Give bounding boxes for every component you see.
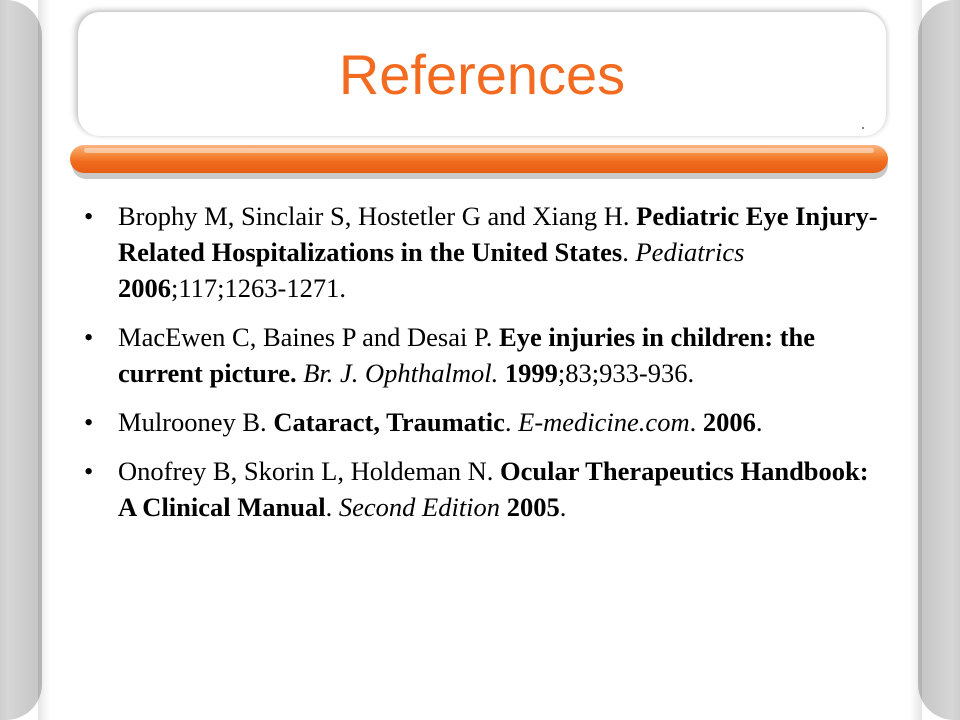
reference-title: Ocular Therapeutics Handbook: A Clinical Manual: [118, 456, 869, 522]
reference-year: 2006: [118, 273, 171, 303]
bullet: •: [84, 407, 94, 437]
reference-authors: MacEwen C, Baines P and Desai P.: [118, 322, 493, 352]
title-panel-dot: [862, 127, 864, 129]
reference-year: 2005: [506, 492, 560, 522]
reference-details: ;83;933-936.: [557, 358, 695, 388]
bullet: •: [84, 456, 94, 486]
reference-title: Pediatric Eye Injury-Related Hospitalizations in the United States: [118, 201, 878, 267]
reference-year: 2006: [702, 407, 756, 437]
reference-authors: Mulrooney B.: [118, 407, 267, 437]
bullet: •: [84, 322, 94, 352]
reference-details: ;117;1263-1271.: [171, 273, 346, 303]
left-panel-shadow: [38, 0, 50, 720]
reference-item-3: • Mulrooney B. Cataract, Traumatic. E-medicine.com. 2006.: [82, 404, 882, 440]
reference-edition: Second Edition: [338, 492, 501, 522]
right-panel-shadow: [910, 0, 922, 720]
reference-title: Cataract, Traumatic: [273, 407, 505, 437]
reference-item-4: • Onofrey B, Skorin L, Holdeman N. Ocular Therapeutics Handbook: A Clinical Manual. Second Edition 2005.: [82, 453, 882, 525]
reference-title: Eye injuries in children: the current picture.: [118, 322, 816, 388]
reference-authors: Onofrey B, Skorin L, Holdeman N.: [118, 456, 494, 486]
references-list: [82, 198, 882, 538]
left-decorative-panel: [0, 0, 42, 720]
reference-item-1: • Brophy M, Sinclair S, Hostetler G and Xiang H. Pediatric Eye Injury-Related Hospitalizations in the United States. Pediatrics 2006;117;1263-1271.: [82, 198, 882, 306]
reference-authors: Brophy M, Sinclair S, Hostetler G and Xiang H.: [118, 201, 630, 231]
reference-journal: Pediatrics: [635, 237, 745, 267]
bullet: •: [84, 201, 94, 231]
reference-journal: Br. J. Ophthalmol.: [303, 358, 499, 388]
reference-item-2: [82, 319, 882, 391]
reference-source: E-medicine.com: [518, 407, 690, 437]
slide-title: References: [338, 43, 626, 106]
reference-year: 1999: [504, 358, 558, 388]
title-bar-highlight: [84, 148, 874, 153]
right-decorative-panel: [918, 0, 960, 720]
